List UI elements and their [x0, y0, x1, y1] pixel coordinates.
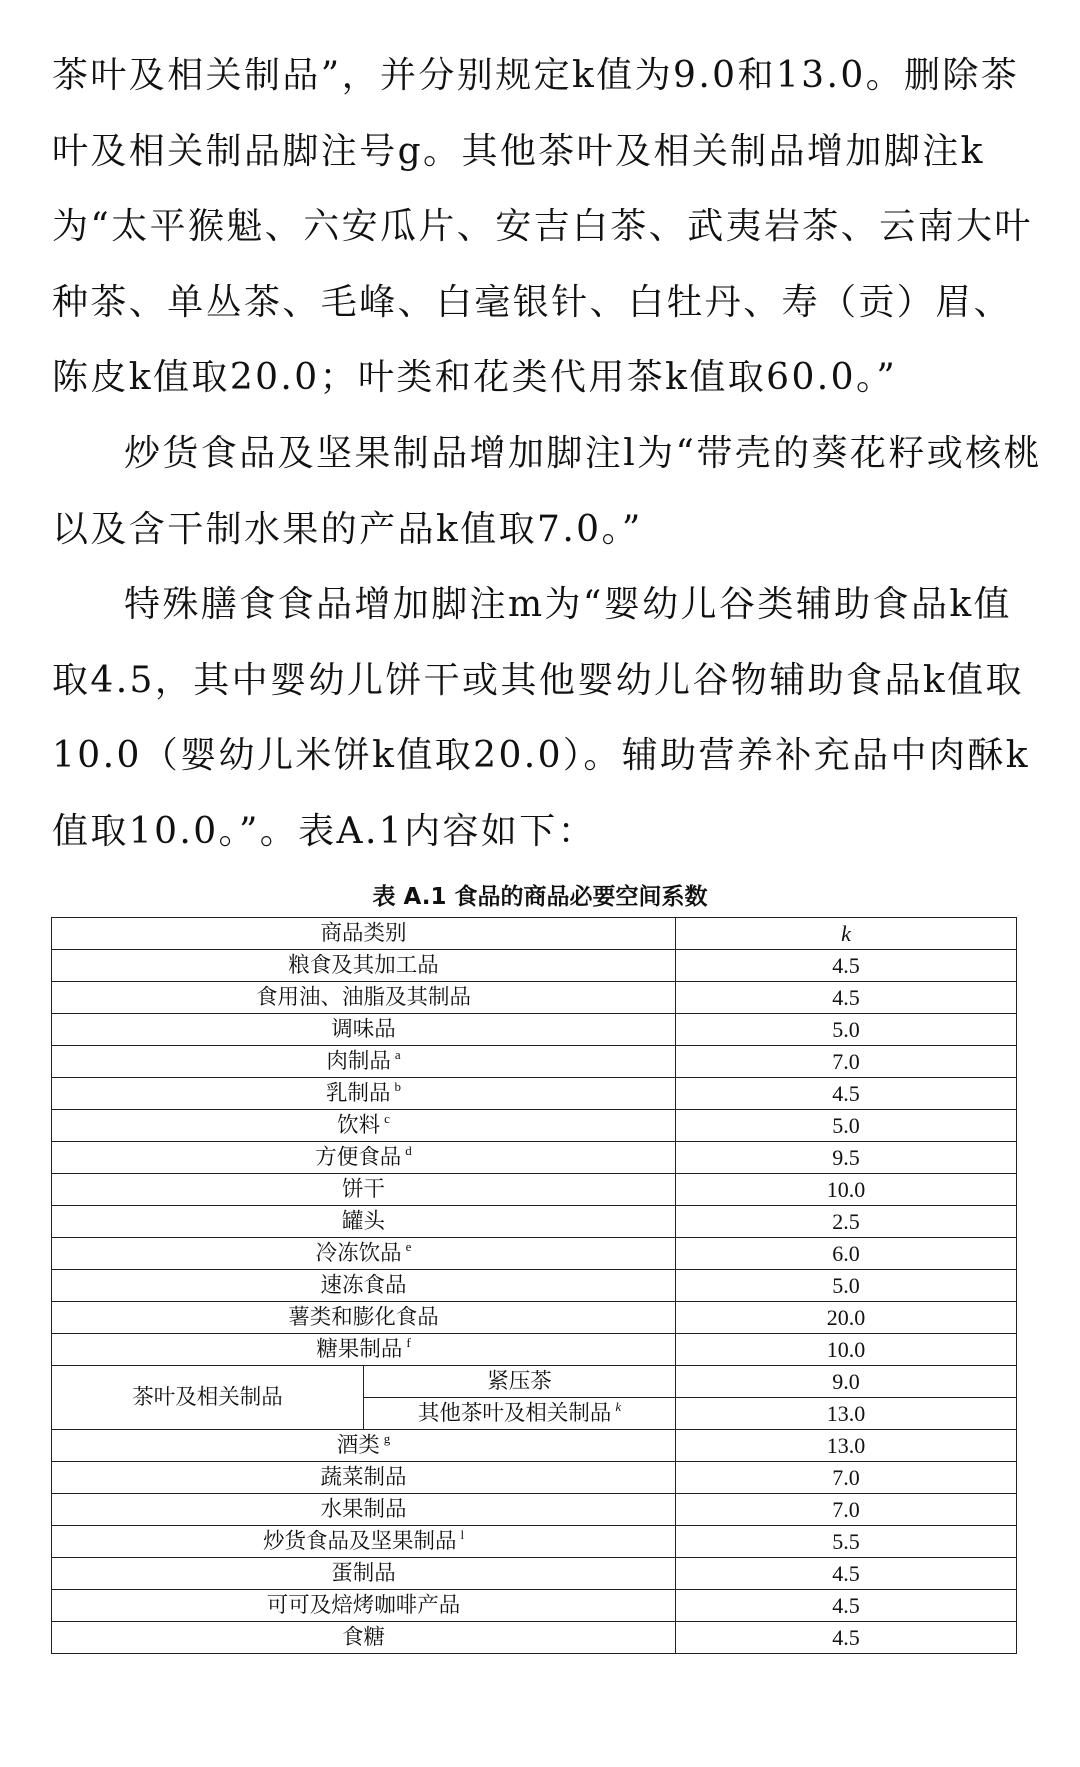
coefficient-table — [51, 917, 1017, 1654]
category-name: 罐头 — [342, 1208, 386, 1234]
table-row — [52, 1366, 1017, 1398]
category-cell — [52, 1270, 676, 1302]
category-name: 蔬菜制品 — [320, 1464, 407, 1490]
table-row — [52, 1046, 1017, 1078]
k-value-cell: 4.5 — [676, 1078, 1017, 1110]
category-cell — [52, 1558, 676, 1590]
k-value-cell: 5.0 — [676, 1110, 1017, 1142]
table-row — [52, 1014, 1017, 1046]
category-name: 薯类和膨化食品 — [288, 1304, 439, 1330]
category-name: 速冻食品 — [320, 1272, 407, 1298]
paragraph-text: 炒货食品及坚果制品增加脚注l为“带壳的葵花籽或核桃以及含干制水果的产品k值取7.0。” — [52, 432, 1042, 550]
table-row — [52, 950, 1017, 982]
table-row — [52, 1270, 1017, 1302]
footnote-marker: g — [383, 1430, 391, 1446]
k-value-cell: 6.0 — [676, 1238, 1017, 1270]
table-row — [52, 1174, 1017, 1206]
k-value-cell: 9.5 — [676, 1142, 1017, 1174]
category-name: 调味品 — [331, 1016, 396, 1042]
table-row — [52, 1078, 1017, 1110]
k-value-cell: 9.0 — [676, 1366, 1017, 1398]
table-row — [52, 1142, 1017, 1174]
category-cell — [52, 1174, 676, 1206]
category-cell — [52, 1462, 676, 1494]
category-name: 炒货食品及坚果制品 — [262, 1528, 457, 1554]
group-cell-tea: 茶叶及相关制品 — [52, 1366, 364, 1430]
table-row — [52, 1206, 1017, 1238]
category-cell — [52, 1334, 676, 1366]
k-value-cell: 7.0 — [676, 1046, 1017, 1078]
table-row — [52, 1526, 1017, 1558]
table-header-row — [52, 918, 1017, 950]
table-caption: 表 A.1 食品的商品必要空间系数 — [372, 884, 708, 910]
k-value-cell: 4.5 — [676, 1558, 1017, 1590]
k-value-cell: 4.5 — [676, 982, 1017, 1014]
category-name: 乳制品 — [326, 1080, 391, 1106]
category-name: 食用油、油脂及其制品 — [256, 984, 472, 1010]
category-cell — [364, 1398, 676, 1430]
footnote-marker: f — [406, 1334, 411, 1350]
k-value-cell: 7.0 — [676, 1494, 1017, 1526]
category-cell — [52, 1590, 676, 1622]
k-value-cell: 10.0 — [676, 1334, 1017, 1366]
category-name: 酒类 — [336, 1432, 380, 1458]
category-name: 蛋制品 — [331, 1560, 396, 1586]
category-cell — [364, 1366, 676, 1398]
k-value-cell: 2.5 — [676, 1206, 1017, 1238]
table-row — [52, 1622, 1017, 1654]
table-row — [52, 1590, 1017, 1622]
k-value-cell: 5.5 — [676, 1526, 1017, 1558]
paragraph-text: 茶叶及相关制品”，并分别规定k值为9.0和13.0。删除茶叶及相关制品脚注号g。其他茶叶及相关制品增加脚注k为“太平猴魁、六安瓜片、安吉白茶、武夷岩茶、云南大叶种茶、单丛茶、毛峰、白毫银针、白牡丹、寿（贡）眉、陈皮k值取20.0；叶类和花类代用茶k值取60.0。” — [52, 55, 1033, 399]
footnote-marker: b — [394, 1078, 402, 1094]
paragraph-special-diet-footnote — [52, 567, 1042, 869]
paragraph-tea-footnote — [52, 38, 1042, 416]
category-cell — [52, 1110, 676, 1142]
k-value-cell: 4.5 — [676, 1622, 1017, 1654]
category-name: 饮料 — [337, 1112, 381, 1138]
k-value-cell: 4.5 — [676, 1590, 1017, 1622]
paragraph-nuts-footnote — [52, 416, 1042, 567]
category-name: 可可及焙烤咖啡产品 — [266, 1592, 461, 1618]
k-value-cell: 7.0 — [676, 1462, 1017, 1494]
category-name: 紧压茶 — [487, 1368, 552, 1394]
header-category: 商品类别 — [52, 918, 676, 950]
k-value-cell: 5.0 — [676, 1270, 1017, 1302]
category-cell — [52, 950, 676, 982]
k-value-cell: 10.0 — [676, 1174, 1017, 1206]
category-cell — [52, 1526, 676, 1558]
body-text — [52, 38, 1042, 870]
table-row — [52, 1238, 1017, 1270]
table-row — [52, 982, 1017, 1014]
k-value-cell: 5.0 — [676, 1014, 1017, 1046]
category-name: 肉制品 — [326, 1048, 391, 1074]
k-value-cell: 4.5 — [676, 950, 1017, 982]
footnote-marker: c — [384, 1110, 390, 1126]
paragraph-text: 特殊膳食食品增加脚注m为“婴幼儿谷类辅助食品k值取4.5，其中婴幼儿饼干或其他婴幼儿谷物辅助食品k值取10.0（婴幼儿米饼k值取20.0）。辅助营养补充品中肉酥k值取10.0。”。表A.1内容如下： — [52, 584, 1030, 852]
footnote-marker: k — [615, 1398, 622, 1414]
k-value-cell: 13.0 — [676, 1430, 1017, 1462]
category-name: 冷冻饮品 — [315, 1240, 402, 1266]
category-cell — [52, 982, 676, 1014]
category-cell — [52, 1142, 676, 1174]
footnote-marker: e — [405, 1238, 412, 1254]
category-cell — [52, 1622, 676, 1654]
category-cell — [52, 1302, 676, 1334]
category-name: 水果制品 — [320, 1496, 407, 1522]
category-name: 粮食及其加工品 — [288, 952, 439, 978]
table-row — [52, 1494, 1017, 1526]
table-row — [52, 1110, 1017, 1142]
category-name: 饼干 — [342, 1176, 386, 1202]
category-name: 其他茶叶及相关制品 — [417, 1400, 612, 1426]
footnote-marker: d — [405, 1142, 412, 1158]
table-row — [52, 1558, 1017, 1590]
category-name: 方便食品 — [315, 1144, 402, 1170]
table-row — [52, 1302, 1017, 1334]
k-value-cell: 20.0 — [676, 1302, 1017, 1334]
table-row — [52, 1462, 1017, 1494]
category-cell — [52, 1494, 676, 1526]
footnote-marker: l — [460, 1526, 465, 1542]
k-value-cell: 13.0 — [676, 1398, 1017, 1430]
category-cell — [52, 1014, 676, 1046]
category-cell — [52, 1430, 676, 1462]
category-cell — [52, 1238, 676, 1270]
category-cell — [52, 1046, 676, 1078]
category-name: 糖果制品 — [316, 1336, 403, 1362]
category-cell — [52, 1206, 676, 1238]
footnote-marker: a — [394, 1046, 401, 1062]
table-row — [52, 1334, 1017, 1366]
category-cell — [52, 1078, 676, 1110]
category-name: 食糖 — [342, 1624, 386, 1650]
table-row — [52, 1430, 1017, 1462]
header-k: k — [676, 918, 1017, 950]
